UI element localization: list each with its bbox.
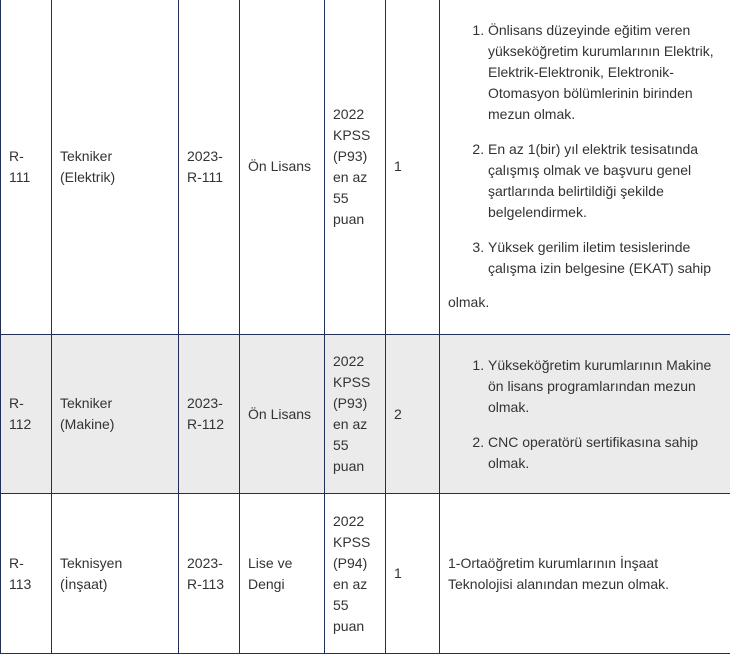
exam-requirement: 2022 KPSS (P93) en az 55 puan: [325, 335, 386, 494]
requirement-item: 3. Yüksek gerilim iletim tesislerinde çalışma izin belgesine (EKAT) sahip: [488, 237, 722, 279]
requirement-tail: olmak.: [448, 292, 722, 313]
position-title: Teknisyen (İnşaat): [52, 494, 179, 654]
requirement-item: 1. Önlisans düzeyinde eğitim veren yükseköğretim kurumlarının Elektrik, Elektrik-Elektronik, Elektronik-Otomasyon bölümlerinin birinden mezun olmak.: [488, 20, 722, 125]
education-level: Ön Lisans: [240, 335, 325, 494]
requirements-cell: [440, 335, 730, 494]
position-ref: 2023-R-112: [179, 335, 240, 494]
table-row: [1, 335, 730, 494]
position-ref: 2023-R-111: [179, 0, 240, 335]
education-level: Lise ve Dengi: [240, 494, 325, 654]
requirement-item: 2. En az 1(bir) yıl elektrik tesisatında çalışmış olmak ve başvuru genel şartlarında belirtildiği şekilde belgelendirmek.: [488, 139, 722, 223]
exam-requirement: 2022 KPSS (P94) en az 55 puan: [325, 494, 386, 654]
position-ref: 2023-R-113: [179, 494, 240, 654]
requirement-item: 1. Yükseköğretim kurumlarının Makine ön lisans programlarından mezun olmak.: [488, 355, 722, 418]
position-count: 2: [386, 335, 440, 494]
exam-requirement: 2022 KPSS (P93) en az 55 puan: [325, 0, 386, 335]
table-row: [1, 494, 730, 654]
requirements-list: [448, 20, 722, 279]
requirement-text: 1-Ortaöğretim kurumlarının İnşaat Teknolojisi alanından mezun olmak.: [448, 553, 722, 595]
position-code: R-111: [1, 0, 52, 335]
position-count: 1: [386, 0, 440, 335]
education-level: Ön Lisans: [240, 0, 325, 335]
requirements-cell: [440, 0, 730, 335]
requirement-item: 2. CNC operatörü sertifikasına sahip olmak.: [488, 432, 722, 474]
requirements-cell: [440, 494, 730, 654]
position-count: 1: [386, 494, 440, 654]
position-code: R-112: [1, 335, 52, 494]
position-title: Tekniker (Elektrik): [52, 0, 179, 335]
requirements-list: [448, 355, 722, 474]
position-code: R-113: [1, 494, 52, 654]
table-row: [1, 0, 730, 335]
position-title: Tekniker (Makine): [52, 335, 179, 494]
